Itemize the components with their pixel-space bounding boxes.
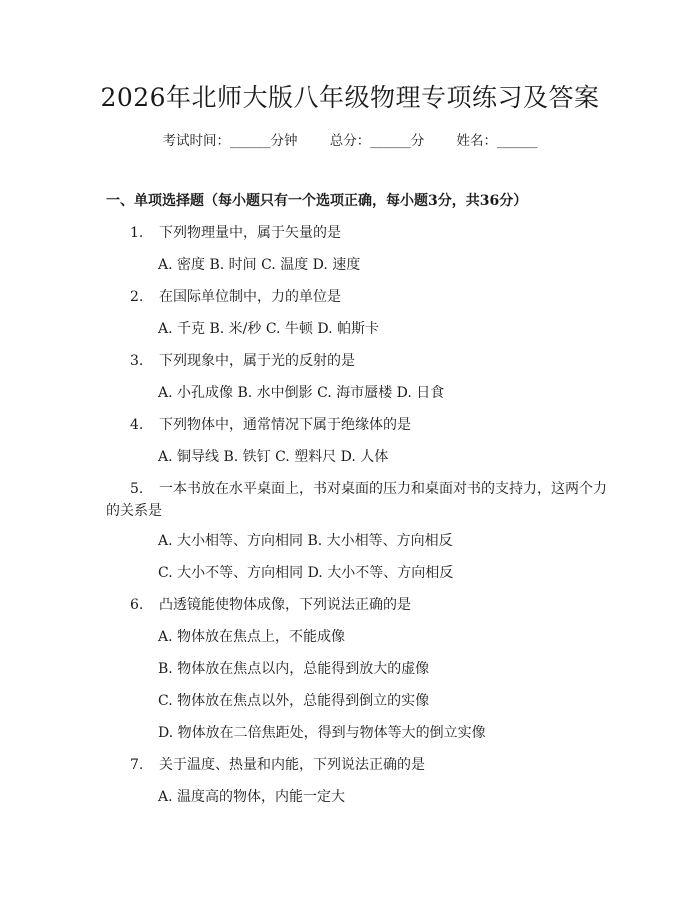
question-text: 凸透镜能使物体成像，下列说法正确的是 bbox=[159, 597, 411, 613]
question-5-options-row-1: A. 大小相等、方向相同 B. 大小相等、方向相反 bbox=[158, 533, 453, 549]
question-2 bbox=[130, 287, 341, 307]
question-text: 在国际单位制中，力的单位是 bbox=[159, 289, 341, 305]
question-5-text-continued: 的关系是 bbox=[106, 503, 162, 519]
question-number: 5. bbox=[130, 481, 144, 497]
question-number: 1. bbox=[130, 225, 144, 241]
question-6-option-d: D. 物体放在二倍焦距处，得到与物体等大的倒立实像 bbox=[158, 725, 486, 741]
page-title: 2026年北师大版八年级物理专项练习及答案 bbox=[100, 83, 600, 112]
student-name-field: 姓名：______ bbox=[456, 133, 538, 149]
question-4 bbox=[130, 415, 411, 435]
question-3 bbox=[130, 351, 355, 371]
question-6-option-b: B. 物体放在焦点以内，总能得到放大的虚像 bbox=[158, 661, 430, 677]
question-7-option-a: A. 温度高的物体，内能一定大 bbox=[158, 789, 346, 805]
question-2-options: A. 千克 B. 米/秒 C. 牛顿 D. 帕斯卡 bbox=[158, 321, 380, 337]
question-number: 6. bbox=[130, 597, 144, 613]
total-score-field: 总分：______分 bbox=[329, 133, 425, 149]
question-7 bbox=[130, 755, 425, 775]
section-heading: 一、单项选择题（每小题只有一个选项正确，每小题3分，共36分） bbox=[106, 193, 528, 209]
question-text: 下列物理量中，属于矢量的是 bbox=[159, 225, 341, 241]
question-1-options: A. 密度 B. 时间 C. 温度 D. 速度 bbox=[158, 257, 361, 273]
question-3-options: A. 小孔成像 B. 水中倒影 C. 海市蜃楼 D. 日食 bbox=[158, 385, 445, 401]
question-6-option-a: A. 物体放在焦点上，不能成像 bbox=[158, 629, 346, 645]
question-number: 7. bbox=[130, 757, 144, 773]
question-1 bbox=[130, 223, 341, 243]
question-number: 3. bbox=[130, 353, 144, 369]
exam-time-field: 考试时间：______分钟 bbox=[162, 133, 298, 149]
question-5 bbox=[130, 479, 607, 499]
question-6-option-c: C. 物体放在焦点以外，总能得到倒立的实像 bbox=[158, 693, 430, 709]
question-5-options-row-2: C. 大小不等、方向相同 D. 大小不等、方向相反 bbox=[158, 565, 454, 581]
question-6 bbox=[130, 595, 411, 615]
question-number: 4. bbox=[130, 417, 144, 433]
question-text: 关于温度、热量和内能，下列说法正确的是 bbox=[159, 757, 425, 773]
question-4-options: A. 铜导线 B. 铁钉 C. 塑料尺 D. 人体 bbox=[158, 449, 389, 465]
exam-meta bbox=[0, 131, 700, 151]
question-number: 2. bbox=[130, 289, 144, 305]
question-text: 下列现象中，属于光的反射的是 bbox=[159, 353, 355, 369]
question-text: 一本书放在水平桌面上，书对桌面的压力和桌面对书的支持力，这两个力 bbox=[159, 481, 607, 497]
question-text: 下列物体中，通常情况下属于绝缘体的是 bbox=[159, 417, 411, 433]
